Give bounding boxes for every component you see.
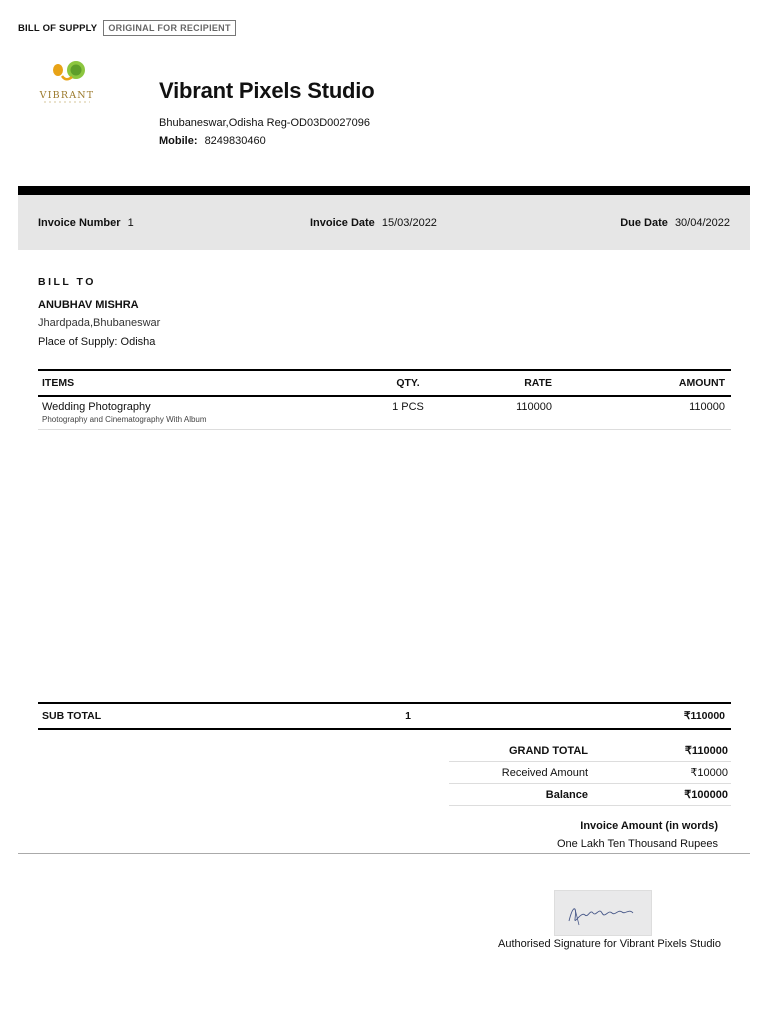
due-date-label: Due Date [620, 216, 668, 229]
item-cell [38, 401, 378, 424]
balance-label: Balance [545, 788, 588, 801]
received-amount-value: ₹10000 [690, 767, 728, 779]
totals-section [449, 740, 731, 806]
invoice-number [38, 217, 310, 229]
item-amount: 110000 [689, 401, 725, 413]
place-of-supply: Place of Supply: Odisha [38, 336, 156, 348]
received-amount-row [449, 762, 731, 784]
table-row [38, 397, 731, 430]
customer-name: ANUBHAV MISHRA [38, 299, 139, 311]
copy-badge: ORIGINAL FOR RECIPIENT [103, 20, 235, 36]
items-table [38, 369, 731, 430]
company-name: Vibrant Pixels Studio [159, 78, 375, 103]
invoice-date-label: Invoice Date [310, 216, 375, 229]
company-logo [36, 60, 98, 104]
item-name: Wedding Photography [42, 401, 151, 413]
company-logo-mark [36, 60, 98, 104]
bill-to-heading: BILL TO [38, 276, 96, 288]
subtotal-row [38, 702, 731, 730]
subtotal-qty: 1 [405, 710, 411, 722]
due-date [620, 217, 730, 229]
bill-to-section [38, 276, 160, 348]
invoice-number-label: Invoice Number [38, 216, 121, 229]
document-type-label: BILL OF SUPPLY [18, 22, 98, 34]
signature-image [554, 890, 652, 936]
header-divider [18, 186, 750, 195]
mobile-label: Mobile: [159, 135, 198, 147]
header-qty: QTY. [396, 377, 420, 389]
footer-divider [18, 853, 750, 854]
grand-total-label: GRAND TOTAL [508, 744, 588, 757]
amount-in-words-label: Invoice Amount (in words) [580, 820, 718, 832]
signature-label: Authorised Signature for Vibrant Pixels Studio [498, 938, 721, 950]
amount-in-words [557, 820, 718, 850]
mobile-number: 8249830460 [204, 135, 266, 147]
grand-total-row [449, 740, 731, 762]
invoice-number-value: 1 [127, 216, 134, 229]
due-date-value: 30/04/2022 [674, 216, 730, 229]
company-address: Bhubaneswar,Odisha Reg-OD03D0027096 [159, 117, 370, 129]
customer-address: Jhardpada,Bhubaneswar [38, 317, 161, 329]
invoice-meta [18, 195, 750, 250]
amount-in-words-value: One Lakh Ten Thousand Rupees [556, 838, 718, 850]
company-info [159, 78, 374, 147]
item-rate: 110000 [516, 401, 552, 413]
company-mobile [159, 135, 374, 147]
balance-value: ₹100000 [684, 789, 728, 801]
item-qty: 1 PCS [392, 401, 424, 413]
balance-row [449, 784, 731, 806]
grand-total-value: ₹110000 [684, 745, 728, 757]
company-logo-text: VIBRANT [39, 90, 95, 101]
subtotal-amount: ₹110000 [683, 710, 725, 722]
header-items: ITEMS [42, 377, 75, 389]
invoice-date-value: 15/03/2022 [381, 216, 437, 229]
received-amount-label: Received Amount [501, 766, 588, 779]
signature-scribble [555, 891, 651, 935]
document-type [18, 20, 236, 36]
items-table-header [38, 369, 731, 397]
invoice-date [310, 217, 620, 229]
header-rate: RATE [524, 377, 552, 389]
header-amount: AMOUNT [678, 377, 725, 389]
subtotal-label: SUB TOTAL [42, 710, 102, 722]
item-description: Photography and Cinematography With Album [42, 415, 207, 424]
